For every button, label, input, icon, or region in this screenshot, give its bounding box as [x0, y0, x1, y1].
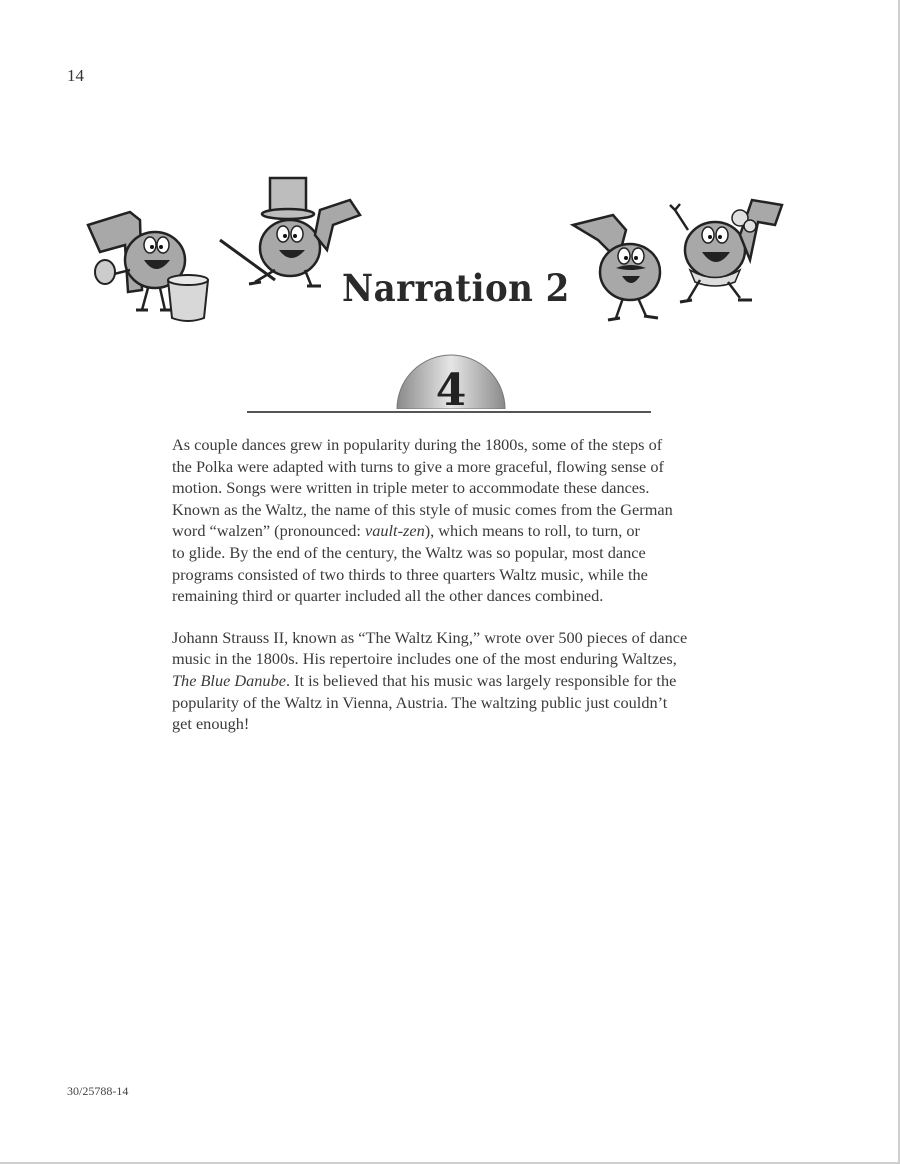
- text-line: programs consisted of two thirds to three quarters Waltz music, while the: [172, 564, 648, 584]
- text-line: Johann Strauss II, known as “The Waltz King,” wrote over 500 pieces of dance: [172, 627, 688, 647]
- footer-code: 30/25788-14: [67, 1084, 129, 1098]
- text-line: to glide. By the end of the century, the Waltz was so popular, most dance: [172, 542, 646, 562]
- dancing-note-flowers-illustration: [660, 190, 790, 315]
- text-segment: ), which means to roll, to turn, or: [424, 521, 640, 541]
- text-line: motion. Songs were written in triple meter to accommodate these dances.: [172, 478, 650, 498]
- text-line: remaining third or quarter included all the other dances combined.: [172, 586, 604, 606]
- narration-title: Narration 2: [342, 266, 570, 310]
- text-line: the Polka were adapted with turns to give a more graceful, flowing sense of: [172, 456, 664, 476]
- narration-body: [172, 434, 728, 755]
- text-segment: . It is believed that his music was largely responsible for the: [285, 670, 677, 690]
- text-line: get enough!: [172, 714, 250, 734]
- track-divider: [247, 411, 651, 413]
- text-line: music in the 1800s. His repertoire includes one of the most enduring Waltzes,: [172, 649, 677, 669]
- text-line: As couple dances grew in popularity during the 1800s, some of the steps of: [172, 435, 663, 454]
- text-segment: word “walzen” (pronounced:: [172, 521, 366, 541]
- track-number-badge: [395, 353, 507, 409]
- dancing-note-drummer-illustration: [70, 200, 220, 325]
- text-line: [172, 520, 728, 542]
- text-line: Known as the Waltz, the name of this style of music comes from the German: [172, 499, 673, 519]
- paragraph-strauss: [172, 627, 728, 735]
- text-line: popularity of the Waltz in Vienna, Austria. The waltzing public just couldn’t: [172, 692, 668, 712]
- work-title: The Blue Danube: [172, 670, 286, 690]
- text-line: [172, 670, 728, 692]
- paragraph-waltz-origin: [172, 434, 728, 607]
- pronunciation: vault-zen: [365, 521, 425, 541]
- page-number: 14: [67, 66, 84, 85]
- track-number: 4: [435, 365, 467, 409]
